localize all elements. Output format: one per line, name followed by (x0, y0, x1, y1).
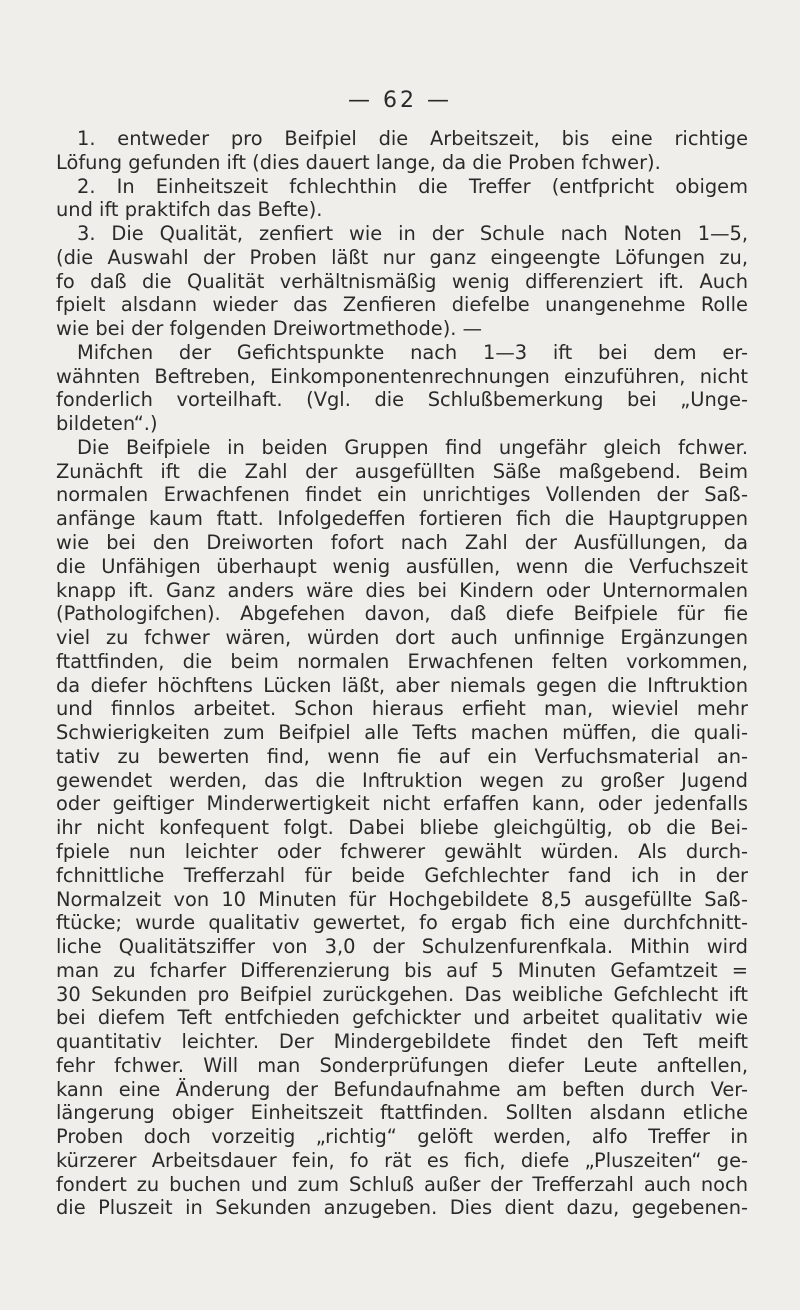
text-line: 3. Die Qualität, zenfiert wie in der Schule nach Noten 1—5, (77, 222, 748, 246)
text-line: und ift praktifch das Befte). (56, 198, 323, 222)
text-line: ihr nicht konfequent folgt. Dabei bliebe gleichgültig, ob die Bei- (56, 816, 748, 840)
text-line: die Pluszeit in Sekunden anzugeben. Dies dient dazu, gegebenen- (56, 1196, 748, 1220)
text-line: Normalzeit von 10 Minuten für Hochgebildete 8,5 ausgefüllte Saß- (56, 887, 748, 911)
text-line: 30 Sekunden pro Beifpiel zurückgehen. Das weibliche Gefchlecht ift (56, 982, 748, 1006)
text-line: anfänge kaum ftatt. Infolgedeffen fortieren fich die Hauptgruppen (56, 507, 748, 531)
text-line: da diefer höchftens Lücken läßt, aber niemals gegen die Inftruktion (56, 673, 748, 697)
text-line: fpielt alsdann wieder das Zenfieren diefelbe unangenehme Rolle (56, 293, 748, 317)
text-line: die Unfähigen überhaupt wenig ausfüllen, wenn die Verfuchszeit (56, 554, 748, 578)
text-line: gewendet werden, das die Inftruktion wegen zu großer Jugend (56, 768, 748, 792)
body-text (56, 127, 748, 1220)
text-line: bildeten“.) (56, 412, 158, 436)
text-line: Mifchen der Gefichtspunkte nach 1—3 ift bei dem er- (77, 340, 748, 364)
text-line: kürzerer Arbeitsdauer fein, fo rät es fich, diefe „Pluszeiten“ ge- (56, 1148, 748, 1172)
page-number: — 62 — (348, 88, 452, 113)
text-line: Proben doch vorzeitig „richtig“ gelöft werden, alfo Treffer in (56, 1125, 748, 1149)
text-line: viel zu fchwer wären, würden dort auch unfinnige Ergänzungen (56, 626, 748, 650)
text-line: fondert zu buchen und zum Schluß außer der Trefferzahl auch noch (56, 1172, 748, 1196)
text-line: normalen Erwachfenen findet ein unrichtiges Vollenden der Saß- (56, 483, 748, 507)
text-line: quantitativ leichter. Der Mindergebildete findet den Teft meift (56, 1030, 748, 1054)
text-line: 1. entweder pro Beifpiel die Arbeitszeit, bis eine richtige (77, 127, 748, 150)
text-line: fehr fchwer. Will man Sonderprüfungen diefer Leute anftellen, (56, 1053, 748, 1077)
text-line: bei diefem Teft entfchieden gefchickter und arbeitet qualitativ wie (56, 1006, 748, 1030)
text-line: man zu fcharfer Differenzierung bis auf 5 Minuten Gefamtzeit = (56, 958, 748, 982)
text-line: und finnlos arbeitet. Schon hieraus erfieht man, wieviel mehr (56, 697, 748, 721)
text-line: ftattfinden, die beim normalen Erwachfenen felten vorkommen, (56, 649, 748, 673)
text-line: (die Auswahl der Proben läßt nur ganz eingeengte Löfungen zu, (56, 245, 748, 269)
text-line: Zunächft ift die Zahl der ausgefüllten Säße maßgebend. Beim (56, 459, 748, 483)
text-line: längerung obiger Einheitszeit ftattfinden. Sollten alsdann etliche (56, 1101, 748, 1125)
text-line: Schwierigkeiten zum Beifpiel alle Tefts machen müffen, die quali- (56, 721, 748, 745)
text-line: oder geiftiger Minderwertigkeit nicht erfaffen kann, oder jedenfalls (56, 792, 748, 816)
text-line: 2. In Einheitszeit fchlechthin die Treffer (entfpricht obigem (77, 174, 748, 198)
text-line: fpiele nun leichter oder fchwerer gewählt würden. Als durch- (56, 839, 748, 863)
text-line: wähnten Beftreben, Einkomponentenrechnungen einzuführen, nicht (56, 364, 748, 388)
text-line: fchnittliche Trefferzahl für beide Gefchlechter fand ich in der (56, 863, 748, 887)
text-line: wie bei der folgenden Dreiwortmethode). — (56, 317, 482, 341)
text-line: ftücke; wurde qualitativ gewertet, fo ergab fich eine durchfchnitt- (56, 911, 748, 935)
text-line: Die Beifpiele in beiden Gruppen find ungefähr gleich fchwer. (77, 435, 748, 459)
text-line: knapp ift. Ganz anders wäre dies bei Kindern oder Unternormalen (56, 578, 748, 602)
text-line: tativ zu bewerten find, wenn fie auf ein Verfuchsmaterial an- (56, 744, 748, 768)
text-line: wie bei den Dreiworten fofort nach Zahl der Ausfüllungen, da (56, 531, 748, 555)
text-line: liche Qualitätsziffer von 3,0 der Schulzenfurenfkala. Mithin wird (56, 935, 748, 959)
text-line: fo daß die Qualität verhältnismäßig wenig differenziert ift. Auch (56, 269, 748, 293)
text-line: Löfung gefunden ift (dies dauert lange, da die Proben fchwer). (56, 150, 661, 174)
text-line: (Pathologifchen). Abgefehen davon, daß diefe Beifpiele für fie (56, 602, 748, 626)
text-line: kann eine Änderung der Befundaufnahme am beften durch Ver- (56, 1077, 748, 1101)
text-line: fonderlich vorteilhaft. (Vgl. die Schlußbemerkung bei „Unge- (56, 388, 748, 412)
